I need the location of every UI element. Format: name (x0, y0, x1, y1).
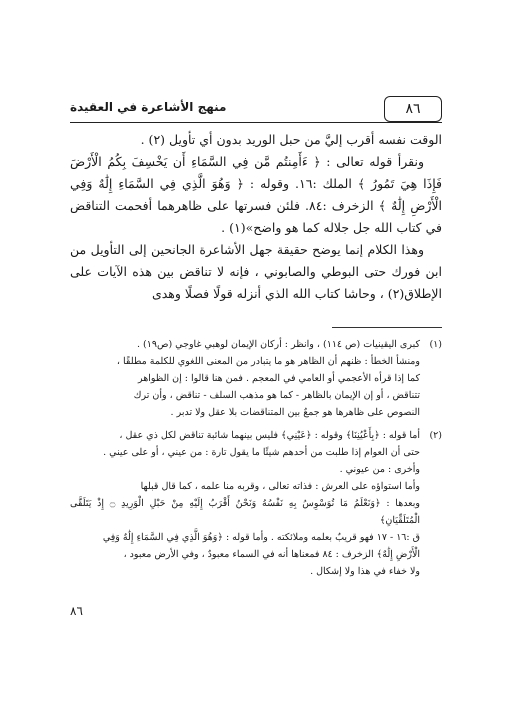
footer-page-number: ٨٦ (70, 604, 83, 618)
paragraph-1: الوقت نفسه أقرب إليَّ من حبل الوريد بدون أي تأويل (٢) . (140, 132, 442, 147)
header-page-number: ٨٦ (384, 96, 442, 122)
footnote-number: (١) (429, 339, 442, 350)
footnote-line: وبعدها : ﴿وَنَعْلَمُ مَا تُوَسْوِسُ بِهِ نَفْسُهُ وَنَحْنُ أَقْرَبُ إِلَيْهِ مِنْ حَبْلِ الْوَرِيدِ ۝ إِذْ يَتَلَقَّى الْمُتَلَقِّيَانِ﴾ (70, 498, 420, 526)
footnote-1 (70, 336, 442, 421)
footnote-line: أما قوله : ﴿بِأَعْيُنِنَا﴾ وقوله : ﴿عَيْنِي﴾ فليس بينهما شائبة تناقض لكل ذي عقل ، (119, 430, 420, 441)
footnote-line: ولا خفاء في هذا ولا إشكال . (310, 566, 420, 577)
footnote-body (70, 336, 420, 421)
footnote-line: ومنشأ الخطأ : ظنهم أن الظاهر هو ما يتبادر من المعنى اللغوي للكلمة مطلقًا ، (116, 356, 420, 367)
footnote-number: (٢) (429, 430, 442, 441)
footnote-line: حتى أن العوام إذا طلبت من أحدهم شيئًا ما يقول تارة : من عيني ، أو على عيني . (103, 447, 420, 458)
footnote-line: الْأَرْضِ إِلَٰهٌ﴾ الزخرف : ٨٤ فمعناها أنه في السماء معبودٌ ، وفي الأرض معبود ، (123, 549, 420, 560)
footnote-line: وأخرى : من عيوني . (339, 464, 420, 475)
footnote-line: النصوص على ظاهرها هو جمعٌ بين المتناقضات بلا عقل ولا تدبر . (170, 407, 420, 418)
book-page (70, 98, 442, 618)
footnote-line: وأما استواؤه على العرش : فذاته تعالى ، وقربه منا علمه ، كما قال قبلها (140, 481, 420, 492)
footnote-2 (70, 427, 442, 580)
footnote-line: كما إذا قرأه الأعجمي أو العامي في المعجم . فمن هنا قالوا : إن الظواهر (137, 373, 420, 384)
footnote-line: تتناقض ، أو إن الإيمان بالظاهر - كما هو مذهب السلف - تناقض ، وأن ترك (133, 390, 420, 401)
paragraph-2: ونقرأ قوله تعالى : ﴿ ءَأَمِنتُم مَّن فِي السَّمَاءِ أَن يَخْسِفَ بِكُمُ الْأَرْضَ فَإِذَا هِيَ تَمُورُ ﴾ الملك :١٦. وقوله : ﴿ وَهُوَ الَّذِي فِي السَّمَاءِ إِلَٰهٌ وَفِي الْأَرْضِ إِلَٰهٌ ﴾ الزخرف :٨٤. فلئن فسرتها على ظاهرهما أفحمت التناقض في كتاب الله جل جلاله كما هو واضح»(١) . (70, 154, 442, 235)
footnotes (70, 336, 442, 580)
footnote-line: ق :١٦ - ١٧ فهو قريبٌ بعلمه وملائكته . وأما قوله : ﴿وَهُوَ الَّذِي فِي السَّمَاءِ إِلَٰهٌ وَفِي (102, 532, 420, 543)
paragraph-3: وهذا الكلام إنما يوضح حقيقة جهل الأشاعرة الجانحين إلى التأويل من ابن فورك حتى البوطي والصابوني ، فإنه لا تناقض بين هذه الآيات على الإطلاق(٢) ، وحاشا كتاب الله الذي أنزله قولًا فصلًا وهدى (70, 242, 442, 301)
footnote-separator (332, 327, 442, 328)
page-header (70, 98, 442, 123)
footnote-body (70, 427, 420, 580)
footnote-line: كبرى اليقينيات (ص ١١٤) ، وانظر : أركان الإيمان لوهبي غاوجي (ص١٩) . (136, 339, 420, 350)
running-title: منهج الأشاعرة في العقيدة (70, 100, 227, 114)
main-text (70, 129, 442, 305)
